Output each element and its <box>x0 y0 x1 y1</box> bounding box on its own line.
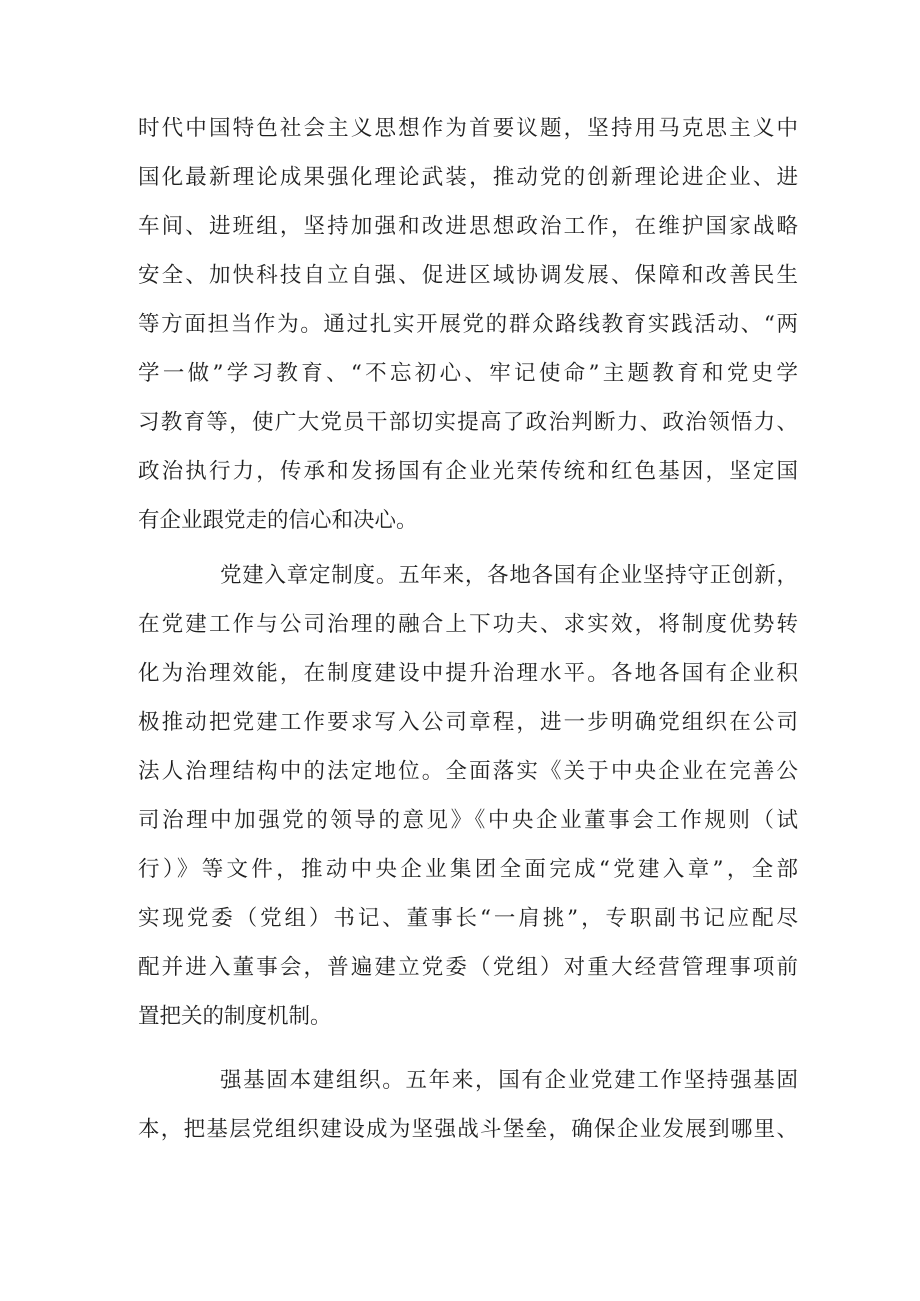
paragraph-line: 习教育等，使广大党员干部切实提高了政治判断力、政治领悟力、 <box>138 410 798 435</box>
paragraph-line: 车间、进班组，坚持加强和改进思想政治工作，在维护国家战略 <box>138 214 798 239</box>
paragraph-line: 在党建工作与公司治理的融合上下功夫、求实效，将制度优势转 <box>138 612 798 637</box>
paragraph-3 <box>138 1056 798 1154</box>
paragraph-2 <box>138 551 798 1041</box>
paragraph-line: 本，把基层党组织建设成为坚强战斗堡垒，确保企业发展到哪里、 <box>138 1117 798 1142</box>
paragraph-line: 极推动把党建工作要求写入公司章程，进一步明确党组织在公司 <box>138 710 798 735</box>
paragraph-line: 实现党委（党组）书记、董事长“一肩挑”，专职副书记应配尽 <box>138 906 798 931</box>
paragraph-line: 等方面担当作为。通过扎实开展党的群众路线教育实践活动、“两 <box>138 312 798 337</box>
paragraph-line: 有企业跟党走的信心和决心。 <box>138 508 418 533</box>
paragraph-line: 化为治理效能，在制度建设中提升治理水平。各地各国有企业积 <box>138 661 798 686</box>
paragraph-1 <box>138 104 798 545</box>
paragraph-line: 司治理中加强党的领导的意见》《中央企业董事会工作规则（试 <box>138 808 798 833</box>
paragraph-line: 时代中国特色社会主义思想作为首要议题，坚持用马克思主义中 <box>138 116 798 141</box>
paragraph-line: 学一做”学习教育、“不忘初心、牢记使命”主题教育和党史学 <box>138 361 798 386</box>
paragraph-first-line: 强基固本建组织。五年来，国有企业党建工作坚持强基固 <box>220 1068 798 1093</box>
paragraph-line: 政治执行力，传承和发扬国有企业光荣传统和红色基因，坚定国 <box>138 459 798 484</box>
paragraph-line: 行）》等文件，推动中央企业集团全面完成“党建入章”，全部 <box>138 857 798 882</box>
paragraph-line: 配并进入董事会，普遍建立党委（党组）对重大经营管理事项前 <box>138 955 798 980</box>
paragraph-line: 安全、加快科技自立自强、促进区域协调发展、保障和改善民生 <box>138 263 798 288</box>
paragraph-line: 置把关的制度机制。 <box>138 1004 332 1029</box>
paragraph-line: 国化最新理论成果强化理论武装，推动党的创新理论进企业、进 <box>138 165 798 190</box>
paragraph-first-line: 党建入章定制度。五年来，各地各国有企业坚持守正创新， <box>220 563 798 588</box>
paragraph-line: 法人治理结构中的法定地位。全面落实《关于中央企业在完善公 <box>138 759 798 784</box>
